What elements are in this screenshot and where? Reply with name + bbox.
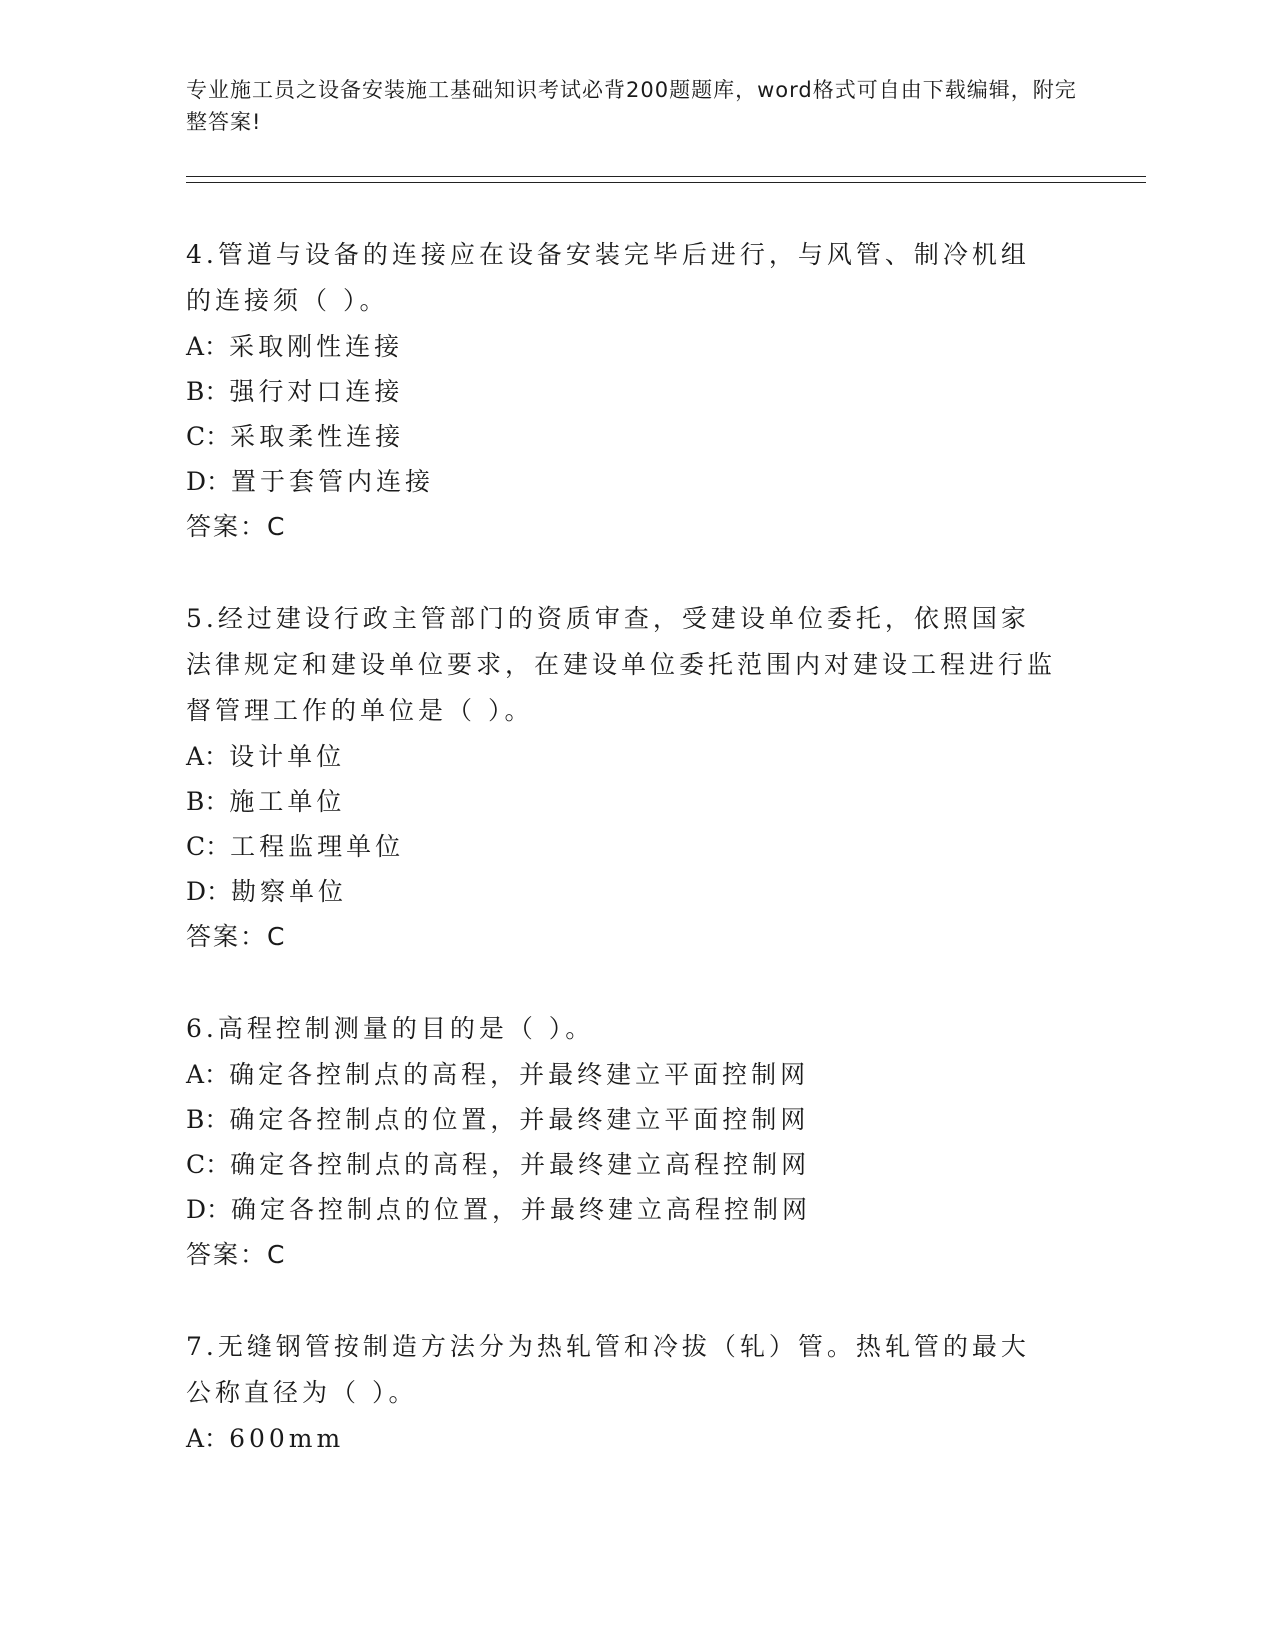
option-text: 确定各控制点的位置，并最终建立高程控制网 [231,1195,812,1224]
option-letter: A： [186,332,230,361]
option-text: 采取刚性连接 [229,332,404,361]
option-letter: B： [186,377,230,406]
option-c [186,414,1056,459]
question-stem: 7.无缝钢管按制造方法分为热轧管和冷拔（轧）管。热轧管的最大公称直径为（ ）。 [186,1332,1030,1407]
question-4 [186,232,1056,550]
option-letter: A： [186,1424,230,1453]
option-text: 勘察单位 [231,877,348,906]
option-text: 强行对口连接 [229,377,404,406]
option-letter: C： [186,832,231,861]
option-letter: D： [186,1195,232,1224]
option-letter: B： [186,787,230,816]
question-list [186,232,1056,1507]
option-b [186,1097,1056,1142]
option-b [186,779,1056,824]
option-text: 600mm [229,1424,345,1453]
option-c [186,1142,1056,1187]
option-text: 确定各控制点的位置，并最终建立平面控制网 [229,1105,810,1134]
answer-value: C [267,512,285,541]
question-stem: 5.经过建设行政主管部门的资质审查，受建设单位委托，依照国家法律规定和建设单位要求，在建设单位委托范围内对建设工程进行监督管理工作的单位是（ ）。 [186,604,1057,725]
option-letter: A： [186,1060,230,1089]
question-5 [186,596,1056,960]
option-text: 确定各控制点的高程，并最终建立高程控制网 [230,1150,811,1179]
answer-label: 答案： [186,922,268,951]
answer-value: C [267,1240,285,1269]
header-rule-top [186,176,1146,177]
option-text: 施工单位 [229,787,346,816]
question-stem: 4.管道与设备的连接应在设备安装完毕后进行，与风管、制冷机组的连接须（ ）。 [186,240,1030,315]
option-text: 采取柔性连接 [230,422,405,451]
option-letter: C： [186,1150,231,1179]
option-letter: A： [186,742,230,771]
answer-value: C [267,922,285,951]
option-text: 工程监理单位 [230,832,405,861]
option-a [186,1416,1056,1461]
answer-label: 答案： [186,1240,268,1269]
option-d [186,869,1056,914]
option-text: 设计单位 [229,742,346,771]
option-b [186,369,1056,414]
answer-line [186,914,1056,960]
option-a [186,1052,1056,1097]
answer-label: 答案： [186,512,268,541]
option-letter: D： [186,877,232,906]
question-6 [186,1006,1056,1278]
option-c [186,824,1056,869]
option-letter: C： [186,422,231,451]
option-d [186,459,1056,504]
question-7 [186,1324,1056,1461]
header-rule-bottom [186,182,1146,183]
document-header: 专业施工员之设备安装施工基础知识考试必背200题题库，word格式可自由下载编辑，附完整答案! [186,78,1077,134]
option-letter: D： [186,467,232,496]
option-letter: B： [186,1105,230,1134]
option-a [186,734,1056,779]
answer-line [186,1232,1056,1278]
option-text: 确定各控制点的高程，并最终建立平面控制网 [229,1060,810,1089]
option-a [186,324,1056,369]
option-d [186,1187,1056,1232]
question-stem: 6.高程控制测量的目的是（ ）。 [186,1014,595,1043]
option-text: 置于套管内连接 [231,467,435,496]
answer-line [186,504,1056,550]
